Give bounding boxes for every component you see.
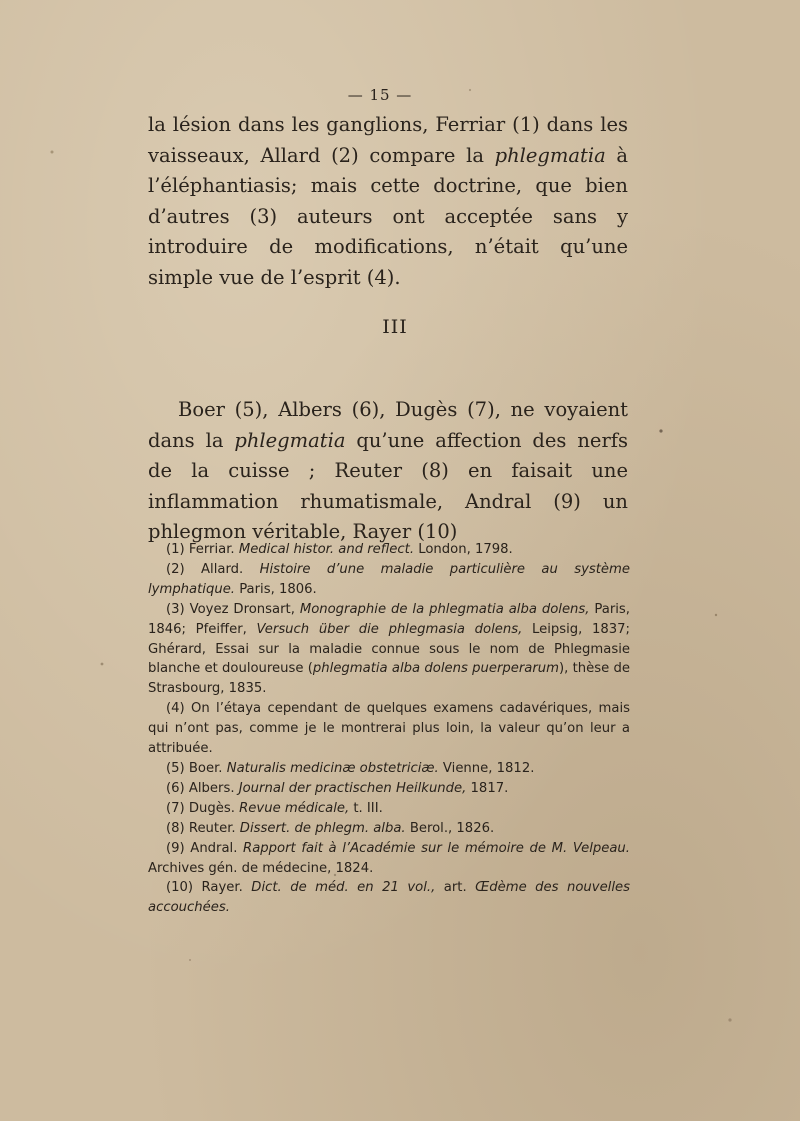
text-run: Paris, 1846; Pfeiffer, xyxy=(148,601,630,637)
text-run: (7) Dugès. xyxy=(166,800,240,816)
text-run: Berol., 1826. xyxy=(405,820,495,836)
text-run: (3) Voyez Dronsart, xyxy=(166,601,300,617)
footnote xyxy=(148,799,630,819)
text-run: (4) On l’étaya cependant de quelques examens cadavériques, mais qui n’ont pas, comme je le montrerai plus loin, la valeur qu’on leur a attribuée. xyxy=(148,701,630,757)
italic-run: Œdème des nouvelles accouchées. xyxy=(148,880,630,916)
page-number: — 15 — xyxy=(347,86,413,104)
italic-run: Versuch über die phlegmasia dolens, xyxy=(256,621,523,637)
text-run: Boer (5), Albers (6), Dugès (7), ne voyaient dans la xyxy=(148,398,628,452)
footnote xyxy=(148,600,630,700)
text-run: Leipsig, 1837; Ghérard, Essai sur la maladie connue sous le nom de Phlegmasie blanche et douloureuse ( xyxy=(148,621,630,677)
footnote xyxy=(148,540,630,560)
footnote xyxy=(148,699,630,759)
text-run: (8) Reuter. xyxy=(166,820,240,836)
italic-run: Medical histor. and reflect. xyxy=(238,542,415,557)
text-run: (9) Andral. xyxy=(166,840,244,856)
text-run: ), thèse de Strasbourg, 1835. xyxy=(148,661,630,697)
text-run: la lésion dans les ganglions, Ferriar (1) dans les vaisseaux, Allard (2) compare la xyxy=(148,113,628,167)
text-run: (6) Albers. xyxy=(166,780,239,796)
italic-run: phlegmatia xyxy=(494,143,606,167)
italic-run: phlegmatia alba dolens puerperarum xyxy=(312,661,559,677)
footnote xyxy=(148,759,630,779)
body-paragraph-1 xyxy=(148,110,628,293)
text-run: art. xyxy=(435,880,476,896)
text-run: (1) Ferriar. xyxy=(166,542,239,557)
footnotes xyxy=(148,540,630,918)
text-run: (10) Rayer. xyxy=(166,880,252,896)
text-run: à l’éléphantiasis; mais cette doctrine, que bien d’autres (3) auteurs ont acceptée sans y introduire de modifications, n’était qu’une simple vue de l’esprit (4). xyxy=(148,143,628,289)
italic-run: Revue médicale, xyxy=(239,800,350,816)
paragraph-text xyxy=(148,395,628,548)
text-run: 1817. xyxy=(466,780,509,796)
italic-run: Rapport fait à l’Académie sur le mémoire de M. Velpeau. xyxy=(243,840,630,856)
text-run: Archives gén. de médecine, 1824. xyxy=(148,860,374,876)
footnote xyxy=(148,878,630,918)
italic-run: Histoire d’une maladie particulière au système lymphatique. xyxy=(148,561,630,597)
footnote xyxy=(148,819,630,839)
italic-run: phlegmatia xyxy=(234,428,346,452)
section-heading: III xyxy=(382,316,408,338)
footnote xyxy=(148,560,630,600)
italic-run: Dict. de méd. en 21 vol., xyxy=(251,880,436,896)
text-run: (5) Boer. xyxy=(166,760,227,776)
footnote xyxy=(148,839,630,879)
text-run: t. III. xyxy=(349,800,383,816)
text-run: London, 1798. xyxy=(414,542,513,557)
text-run: Vienne, 1812. xyxy=(438,760,535,776)
italic-run: Naturalis medicinæ obstetriciæ. xyxy=(226,760,439,776)
paragraph-text xyxy=(148,110,628,293)
text-run: Paris, 1806. xyxy=(235,581,317,597)
body-paragraph-2 xyxy=(148,395,628,548)
italic-run: Monographie de la phlegmatia alba dolens, xyxy=(299,601,590,617)
text-run: qu’une affection des nerfs de la cuisse ; Reuter (8) en faisait une inflammation rhumatismale, Andral (9) un phlegmon véritable, Rayer (10) xyxy=(148,428,628,543)
footnote xyxy=(148,779,630,799)
italic-run: Dissert. de phlegm. alba. xyxy=(239,820,406,836)
italic-run: Journal der practischen Heilkunde, xyxy=(238,780,467,796)
text-run: (2) Allard. xyxy=(166,561,260,577)
